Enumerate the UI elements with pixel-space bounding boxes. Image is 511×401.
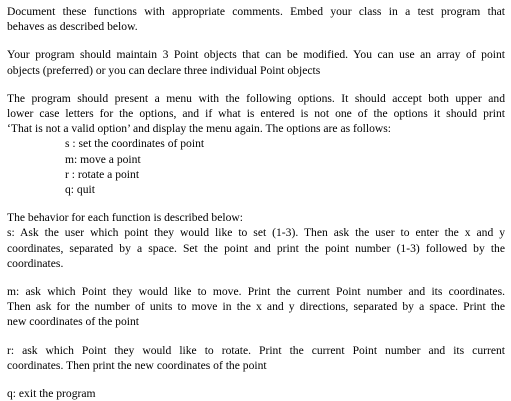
text-line: ‘That is not a valid option’ and display the menu again. The options are as follows:: [7, 122, 392, 136]
option-set: s : set the coordinates of point: [65, 137, 205, 151]
text-line: s: Ask the user which point they would like to set (1-3). Then ask the user to enter the x and y: [7, 226, 505, 240]
paragraph-behavior-quit: [7, 386, 505, 401]
text-line: r: ask which Point they would like to rotate. Print the current Point number and its current: [7, 343, 505, 357]
option-rotate: r : rotate a point: [65, 167, 140, 181]
paragraph-intro: [7, 4, 505, 34]
menu-options-list: [7, 136, 505, 197]
paragraph-menu: [7, 91, 505, 137]
text-line: behaves as described below.: [7, 20, 138, 34]
text-line: The behavior for each function is described below:: [7, 211, 243, 225]
paragraph-gap: [7, 78, 505, 91]
text-line: Document these functions with appropriate comments. Embed your class in a test program that: [7, 5, 505, 18]
paragraph-gap: [7, 197, 505, 210]
text-line: q: exit the program: [7, 387, 96, 401]
text-line: coordinates. Then print the new coordinates of the point: [7, 358, 267, 372]
paragraph-gap: [7, 373, 505, 386]
paragraph-gap: [7, 271, 505, 284]
option-move: m: move a point: [65, 152, 141, 166]
text-line: Your program should maintain 3 Point objects that can be modified. You can use an array of point: [7, 48, 505, 62]
text-line: new coordinates of the point: [7, 315, 140, 329]
text-line: lower case letters for the options, and if what is entered is not one of the options it should print: [7, 107, 505, 121]
paragraph-behavior-set: [7, 210, 505, 271]
text-line: Then ask for the number of units to move in the x and y directions, separated by a space. Print the: [7, 300, 505, 314]
paragraph-point-objects: [7, 47, 505, 77]
paragraph-behavior-move: [7, 284, 505, 330]
text-line: m: ask which Point they would like to move. Print the current Point number and its coordinates.: [7, 285, 505, 299]
paragraph-gap: [7, 330, 505, 343]
paragraph-behavior-rotate: [7, 343, 505, 373]
paragraph-gap: [7, 34, 505, 47]
document-body: [7, 4, 505, 401]
text-line: coordinates, separated by a space. Set the point and print the point number (1-3) followed by the: [7, 241, 505, 255]
text-line: coordinates.: [7, 256, 64, 270]
text-line: The program should present a menu with the following options. It should accept both upper and: [7, 91, 505, 105]
text-line: objects (preferred) or you can declare three individual Point objects: [7, 63, 321, 77]
option-quit: q: quit: [65, 183, 95, 197]
